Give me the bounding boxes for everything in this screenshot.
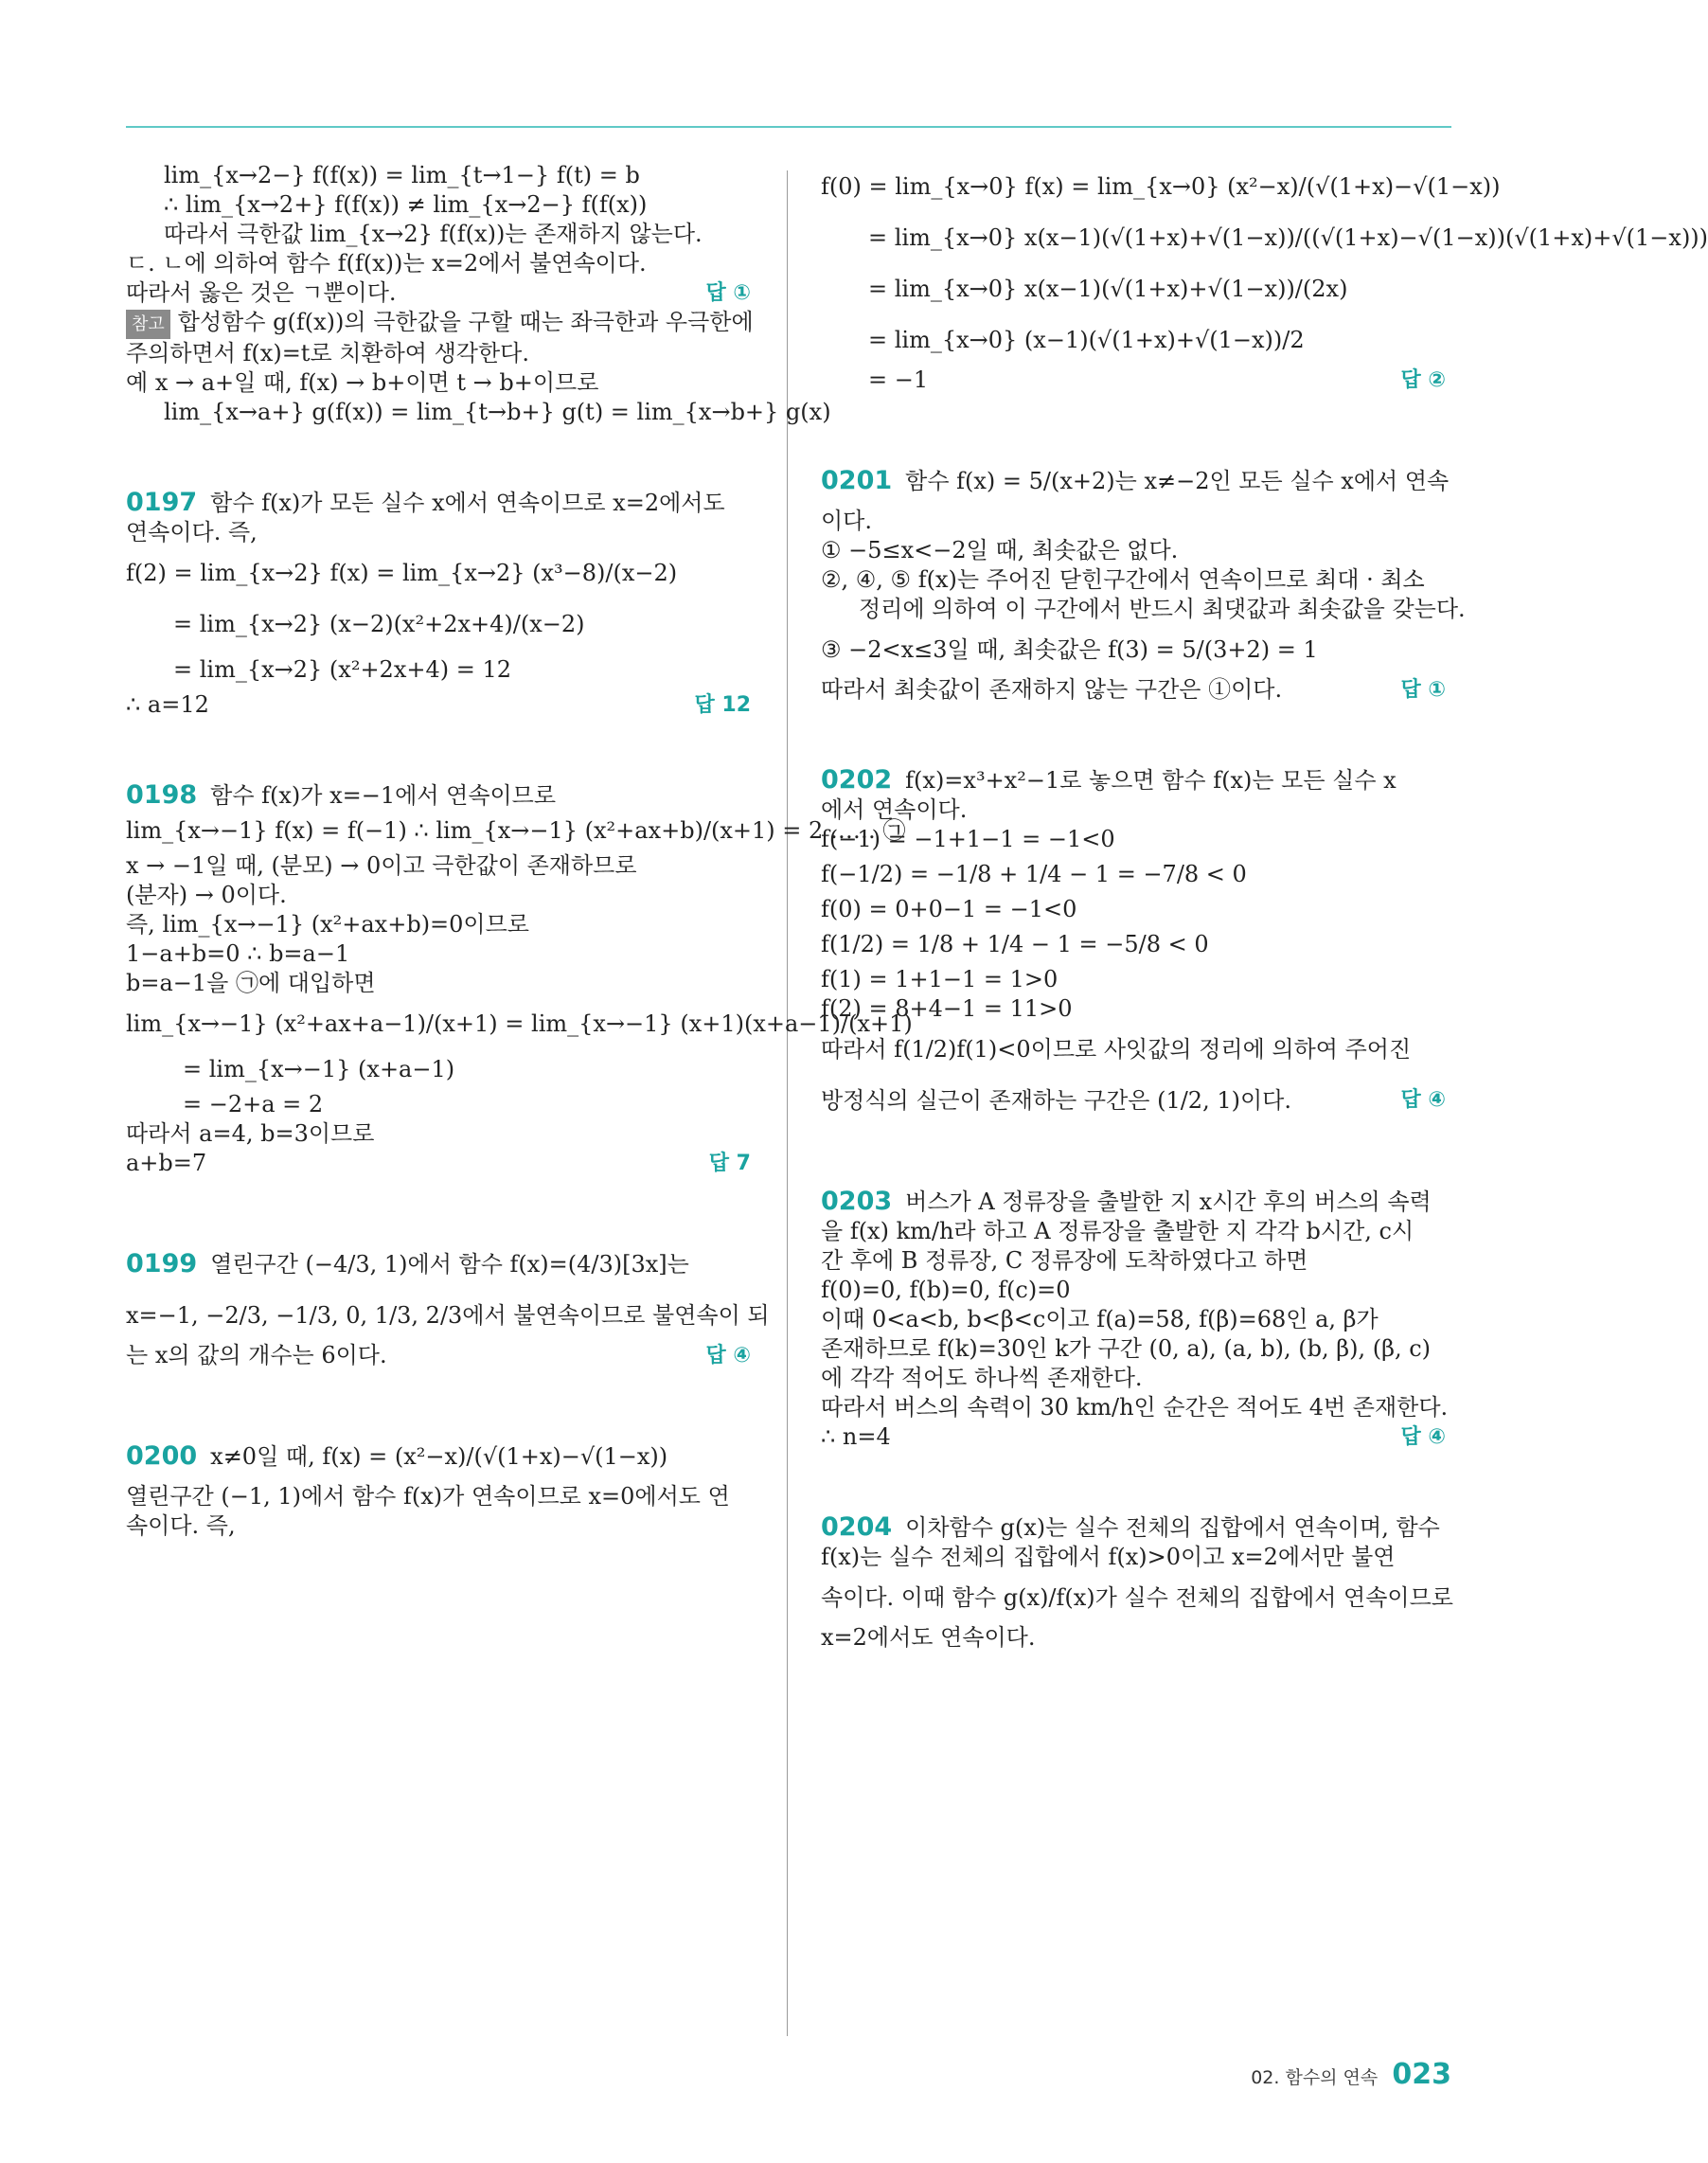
line-text: = −2+a = 2	[183, 1091, 324, 1117]
line-text: f(1/2) = 1/8 + 1/4 − 1 = −5/8 < 0	[821, 931, 1209, 957]
page-number: 023	[1392, 2058, 1451, 2091]
solution-line	[126, 851, 751, 881]
solution-line	[126, 249, 751, 278]
solution-line	[126, 368, 751, 398]
line-text: 속이다. 이때 함수 g(x)/f(x)가 실수 전체의 집합에서 연속이므로	[821, 1584, 1453, 1611]
solution-line	[126, 811, 906, 851]
solution-line	[821, 1246, 1446, 1276]
spacer	[126, 720, 751, 780]
line-text: 이다.	[821, 508, 872, 534]
answer-label: 답 12	[694, 693, 751, 717]
solution-line	[126, 1511, 751, 1541]
problem-number: 0200	[126, 1441, 198, 1471]
line-text: (분자) → 0이다.	[126, 882, 287, 908]
spacer	[126, 1178, 751, 1239]
line-text: ∴ n=4	[821, 1423, 891, 1450]
solution-line	[126, 650, 751, 690]
problem-heading	[126, 488, 751, 518]
line-text: = lim_{x→0} x(x−1)(√(1+x)+√(1−x))/(2x)	[868, 276, 1348, 302]
problem-heading	[821, 1187, 1446, 1217]
line-text: 즉, lim_{x→−1} (x²+ax+b)=0이므로	[126, 911, 529, 938]
problem-number: 0197	[126, 488, 198, 517]
solution-line	[821, 1422, 1446, 1452]
header-rule	[126, 126, 1451, 128]
line-text: ②, ④, ⑤ f(x)는 주어진 닫힌구간에서 연속이므로 최대 · 최소	[821, 566, 1425, 593]
line-text: = lim_{x→0} x(x−1)(√(1+x)+√(1−x))/((√(1+x)−√(1−x))(√(1+x)+√(1−x)))	[868, 224, 1708, 251]
line-text: f(x)는 실수 전체의 집합에서 f(x)>0이고 x=2에서만 불연	[821, 1544, 1396, 1570]
line-text: b=a−1을 ㉠에 대입하면	[126, 970, 376, 996]
line-text: ㄷ. ㄴ에 의하여 함수 f(f(x))는 x=2에서 불연속이다.	[126, 250, 647, 277]
solution-line	[821, 1543, 1446, 1572]
solution-line	[126, 910, 751, 939]
line-text: 속이다. 즉,	[126, 1512, 236, 1539]
line-text: f(1) = 1+1−1 = 1>0	[821, 966, 1059, 992]
solution-line	[126, 1482, 751, 1511]
solution-line	[821, 994, 1446, 1024]
line-text: 예 x → a+일 때, f(x) → b+이면 t → b+이므로	[126, 369, 599, 396]
solution-line	[821, 1364, 1446, 1393]
line-text: 에서 연속이다.	[821, 796, 968, 823]
solution-line	[126, 998, 913, 1049]
problem-number: 0198	[126, 780, 198, 810]
line-text: 간 후에 B 정류장, C 정류장에 도착하였다고 하면	[821, 1247, 1308, 1274]
problem-heading	[126, 1431, 751, 1482]
line-text: x≠0일 때, f(x) = (x²−x)/(√(1+x)−√(1−x))	[210, 1443, 668, 1470]
answer-label: 답 ④	[705, 1344, 751, 1368]
line-text: ∴ lim_{x→2+} f(f(x)) ≠ lim_{x→2−} f(f(x))	[164, 191, 648, 218]
line-text: 함수 f(x)가 x=−1에서 연속이므로	[210, 782, 557, 809]
solution-line	[821, 854, 1446, 895]
spacer	[126, 1370, 751, 1431]
line-text: f(2) = lim_{x→2} f(x) = lim_{x→2} (x³−8)/(x−2)	[126, 560, 678, 586]
solution-line	[821, 1217, 1446, 1246]
solution-line	[821, 825, 1446, 854]
solution-line	[126, 308, 754, 339]
line-text: 따라서 f(1/2)f(1)<0이므로 사잇값의 정리에 의하여 주어진	[821, 1036, 1412, 1063]
answer-label: 답 ④	[1400, 1425, 1446, 1449]
solution-line	[126, 969, 751, 998]
solution-line	[821, 965, 1446, 994]
line-text: 존재하므로 f(k)=30인 k가 구간 (0, a), (a, b), (b, β), (β, c)	[821, 1335, 1432, 1362]
solution-line	[821, 507, 1446, 536]
solution-line	[821, 1024, 1446, 1075]
line-text: ① −5≤x<−2일 때, 최솟값은 없다.	[821, 537, 1179, 563]
line-text: 이때 0<a<b, b<β<c이고 f(a)=58, f(β)=68인 a, β가	[821, 1306, 1379, 1332]
line-text: lim_{x→−1} (x²+ax+a−1)/(x+1) = lim_{x→−1} (x+1)(x+a−1)/(x+1)	[126, 1010, 913, 1037]
solution-line	[126, 1341, 751, 1370]
line-text: 열린구간 (−4/3, 1)에서 함수 f(x)=(4/3)[3x]는	[210, 1251, 689, 1278]
solution-line	[126, 220, 751, 249]
spacer	[821, 1452, 1446, 1512]
solution-line	[821, 1393, 1449, 1422]
line-text: lim_{x→2−} f(f(x)) = lim_{t→1−} f(t) = b	[164, 162, 640, 188]
solution-line	[821, 366, 1446, 395]
solution-line	[821, 536, 1446, 565]
line-text: 이차함수 g(x)는 실수 전체의 집합에서 연속이며, 함수	[905, 1514, 1440, 1541]
solution-line	[821, 595, 1466, 624]
solution-line	[821, 895, 1446, 924]
solution-line	[126, 278, 751, 308]
solution-line	[821, 1305, 1446, 1334]
line-text: = lim_{x→0} (x−1)(√(1+x)+√(1−x))/2	[868, 327, 1305, 353]
solution-line	[126, 398, 831, 427]
line-text: 따라서 최솟값이 존재하지 않는 구간은 ①이다.	[821, 676, 1283, 703]
problem-heading	[821, 1512, 1446, 1543]
chapter-label: 02. 함수의 연속	[1251, 2067, 1379, 2088]
problem-number: 0199	[126, 1249, 198, 1278]
problem-heading	[126, 1239, 751, 1290]
solution-line	[126, 599, 751, 650]
line-text: = lim_{x→−1} (x+a−1)	[183, 1056, 455, 1082]
line-text: x → −1일 때, (분모) → 0이고 극한값이 존재하므로	[126, 852, 637, 879]
line-text: = −1	[868, 366, 929, 393]
line-text: 함수 f(x)가 모든 실수 x에서 연속이므로 x=2에서도	[210, 490, 725, 516]
column-divider	[787, 170, 788, 2036]
solution-line	[821, 314, 1446, 366]
line-text: 을 f(x) km/h라 하고 A 정류장을 출발한 지 각각 b시간, c시	[821, 1218, 1414, 1244]
line-text: 연속이다. 즉,	[126, 519, 258, 545]
solution-line	[126, 190, 751, 220]
solution-line	[126, 1149, 751, 1178]
answer-label: 답 7	[708, 1152, 751, 1175]
line-text: 는 x의 값의 개수는 6이다.	[126, 1342, 387, 1368]
answer-label: 답 ①	[705, 281, 751, 305]
problem-heading	[126, 780, 751, 811]
solution-line	[821, 161, 1501, 212]
answer-label: 답 ④	[1400, 1088, 1446, 1112]
line-text: ③ −2<x≤3일 때, 최솟값은 f(3) = 5/(3+2) = 1	[821, 636, 1318, 663]
line-text: f(x)=x³+x²−1로 놓으면 함수 f(x)는 모든 실수 x	[905, 767, 1397, 794]
note-badge: 참고	[126, 310, 170, 339]
line-text: 따라서 극한값 lim_{x→2} f(f(x))는 존재하지 않는다.	[164, 221, 703, 247]
answer-label: 답 ①	[1400, 678, 1446, 702]
line-text: 따라서 버스의 속력이 30 km/h인 순간은 적어도 4번 존재한다.	[821, 1394, 1449, 1421]
line-text: = lim_{x→2} (x²+2x+4) = 12	[173, 656, 512, 683]
spacer	[821, 1126, 1446, 1187]
solution-line	[126, 547, 751, 599]
line-text: x=−1, −2/3, −1/3, 0, 1/3, 2/3에서 불연속이므로 불연속이 되	[126, 1302, 770, 1329]
problem-number: 0202	[821, 765, 893, 795]
solution-line	[821, 675, 1446, 705]
line-text: x=2에서도 연속이다.	[821, 1624, 1036, 1651]
solution-line	[126, 161, 751, 190]
line-text: = lim_{x→2} (x−2)(x²+2x+4)/(x−2)	[173, 611, 585, 637]
line-text: 함수 f(x) = 5/(x+2)는 x≠−2인 모든 실수 x에서 연속	[905, 468, 1450, 494]
solution-line	[126, 1049, 751, 1090]
line-text: f(0)=0, f(b)=0, f(c)=0	[821, 1277, 1071, 1303]
solution-line	[821, 212, 1708, 263]
right-column	[821, 161, 1708, 1653]
solution-line	[821, 1276, 1446, 1305]
solution-line	[821, 624, 1446, 675]
solution-line	[126, 881, 751, 910]
problem-heading	[821, 765, 1446, 795]
page-footer	[1251, 2058, 1451, 2091]
answer-label: 답 ②	[1400, 368, 1446, 392]
solution-line	[821, 1623, 1446, 1653]
line-text: 버스가 A 정류장을 출발한 지 x시간 후의 버스의 속력	[905, 1189, 1432, 1215]
solution-line	[126, 690, 751, 720]
spacer	[126, 427, 751, 488]
line-text: f(0) = lim_{x→0} f(x) = lim_{x→0} (x²−x)/(√(1+x)−√(1−x))	[821, 173, 1501, 200]
line-text: 열린구간 (−1, 1)에서 함수 f(x)가 연속이므로 x=0에서도 연	[126, 1483, 730, 1510]
solution-line	[821, 795, 1446, 825]
solution-line	[821, 1075, 1446, 1126]
line-text: 따라서 옳은 것은 ㄱ뿐이다.	[126, 279, 397, 306]
line-text: f(−1/2) = −1/8 + 1/4 − 1 = −7/8 < 0	[821, 861, 1247, 887]
solution-line	[126, 1119, 751, 1149]
solution-line	[821, 263, 1446, 314]
solution-line	[126, 939, 751, 969]
line-text: f(2) = 8+4−1 = 11>0	[821, 995, 1073, 1022]
line-text: 따라서 a=4, b=3이므로	[126, 1120, 375, 1147]
line-text: a+b=7	[126, 1150, 207, 1176]
solution-line	[126, 1290, 770, 1341]
line-text: 주의하면서 f(x)=t로 치환하여 생각한다.	[126, 340, 529, 366]
solution-line	[126, 518, 751, 547]
line-text: ∴ a=12	[126, 691, 209, 718]
line-text: lim_{x→a+} g(f(x)) = lim_{t→b+} g(t) = lim_{x→b+} g(x)	[164, 399, 831, 425]
solution-line	[821, 924, 1446, 965]
line-text: f(−1) = −1+1−1 = −1<0	[821, 826, 1115, 852]
problem-heading	[821, 456, 1450, 507]
solution-line	[126, 339, 751, 368]
solution-line	[821, 1572, 1453, 1623]
line-text: 정리에 의하여 이 구간에서 반드시 최댓값과 최솟값을 갖는다.	[859, 596, 1466, 622]
line-text: 방정식의 실근이 존재하는 구간은 (1/2, 1)이다.	[821, 1087, 1291, 1114]
spacer	[821, 705, 1446, 765]
spacer	[821, 395, 1446, 456]
line-text: lim_{x→−1} f(x) = f(−1) ∴ lim_{x→−1} (x²+ax+b)/(x+1) = 2 …… ㉠	[126, 817, 906, 844]
line-text: 합성함수 g(f(x))의 극한값을 구할 때는 좌극한과 우극한에	[177, 309, 754, 335]
problem-number: 0204	[821, 1512, 893, 1542]
solution-line	[821, 1334, 1446, 1364]
line-text: 에 각각 적어도 하나씩 존재한다.	[821, 1365, 1143, 1391]
problem-number: 0201	[821, 466, 893, 495]
line-text: 1−a+b=0 ∴ b=a−1	[126, 940, 350, 967]
solution-line	[821, 565, 1446, 595]
solution-line	[126, 1090, 751, 1119]
line-text: f(0) = 0+0−1 = −1<0	[821, 896, 1077, 922]
problem-number: 0203	[821, 1187, 893, 1216]
